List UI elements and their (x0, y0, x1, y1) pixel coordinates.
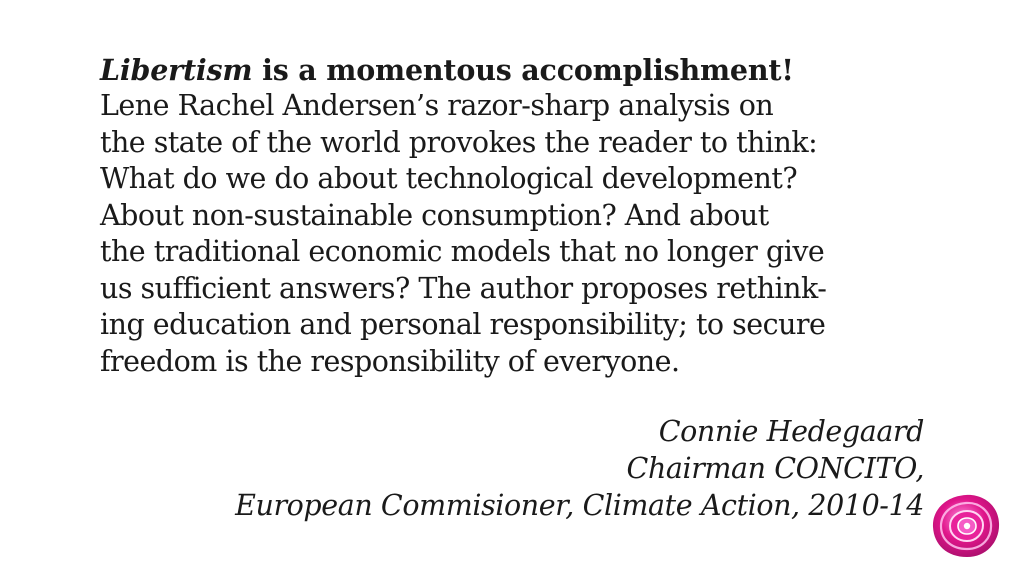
quote-line: What do we do about technological development? (100, 162, 798, 195)
quote-line: the state of the world provokes the reader to think: (100, 125, 818, 159)
quote-block (100, 52, 940, 380)
attribution-name: Connie Hedegaard (658, 415, 924, 448)
attribution-former-role: European Commisioner, Climate Action, 2010-14 (235, 489, 924, 522)
spiral-rose-logo-icon (931, 493, 1001, 559)
headline-text: is a momentous accomplishment! (252, 53, 794, 87)
quote-line: About non-sustainable consumption? And about (100, 198, 769, 232)
quote-line: freedom is the responsibility of everyone. (100, 344, 680, 378)
book-title: Libertism (100, 53, 253, 87)
attribution (235, 413, 924, 524)
quote-line: ing education and personal responsibility; to secure (100, 308, 826, 341)
attribution-role: Chairman CONCITO, (626, 452, 924, 485)
quote-line: the traditional economic models that no longer give (100, 235, 825, 268)
quote-line: us sufficient answers? The author proposes rethink- (100, 271, 827, 305)
quote-line: Lene Rachel Andersen’s razor-sharp analysis on (100, 89, 774, 122)
quote-headline (100, 52, 940, 88)
